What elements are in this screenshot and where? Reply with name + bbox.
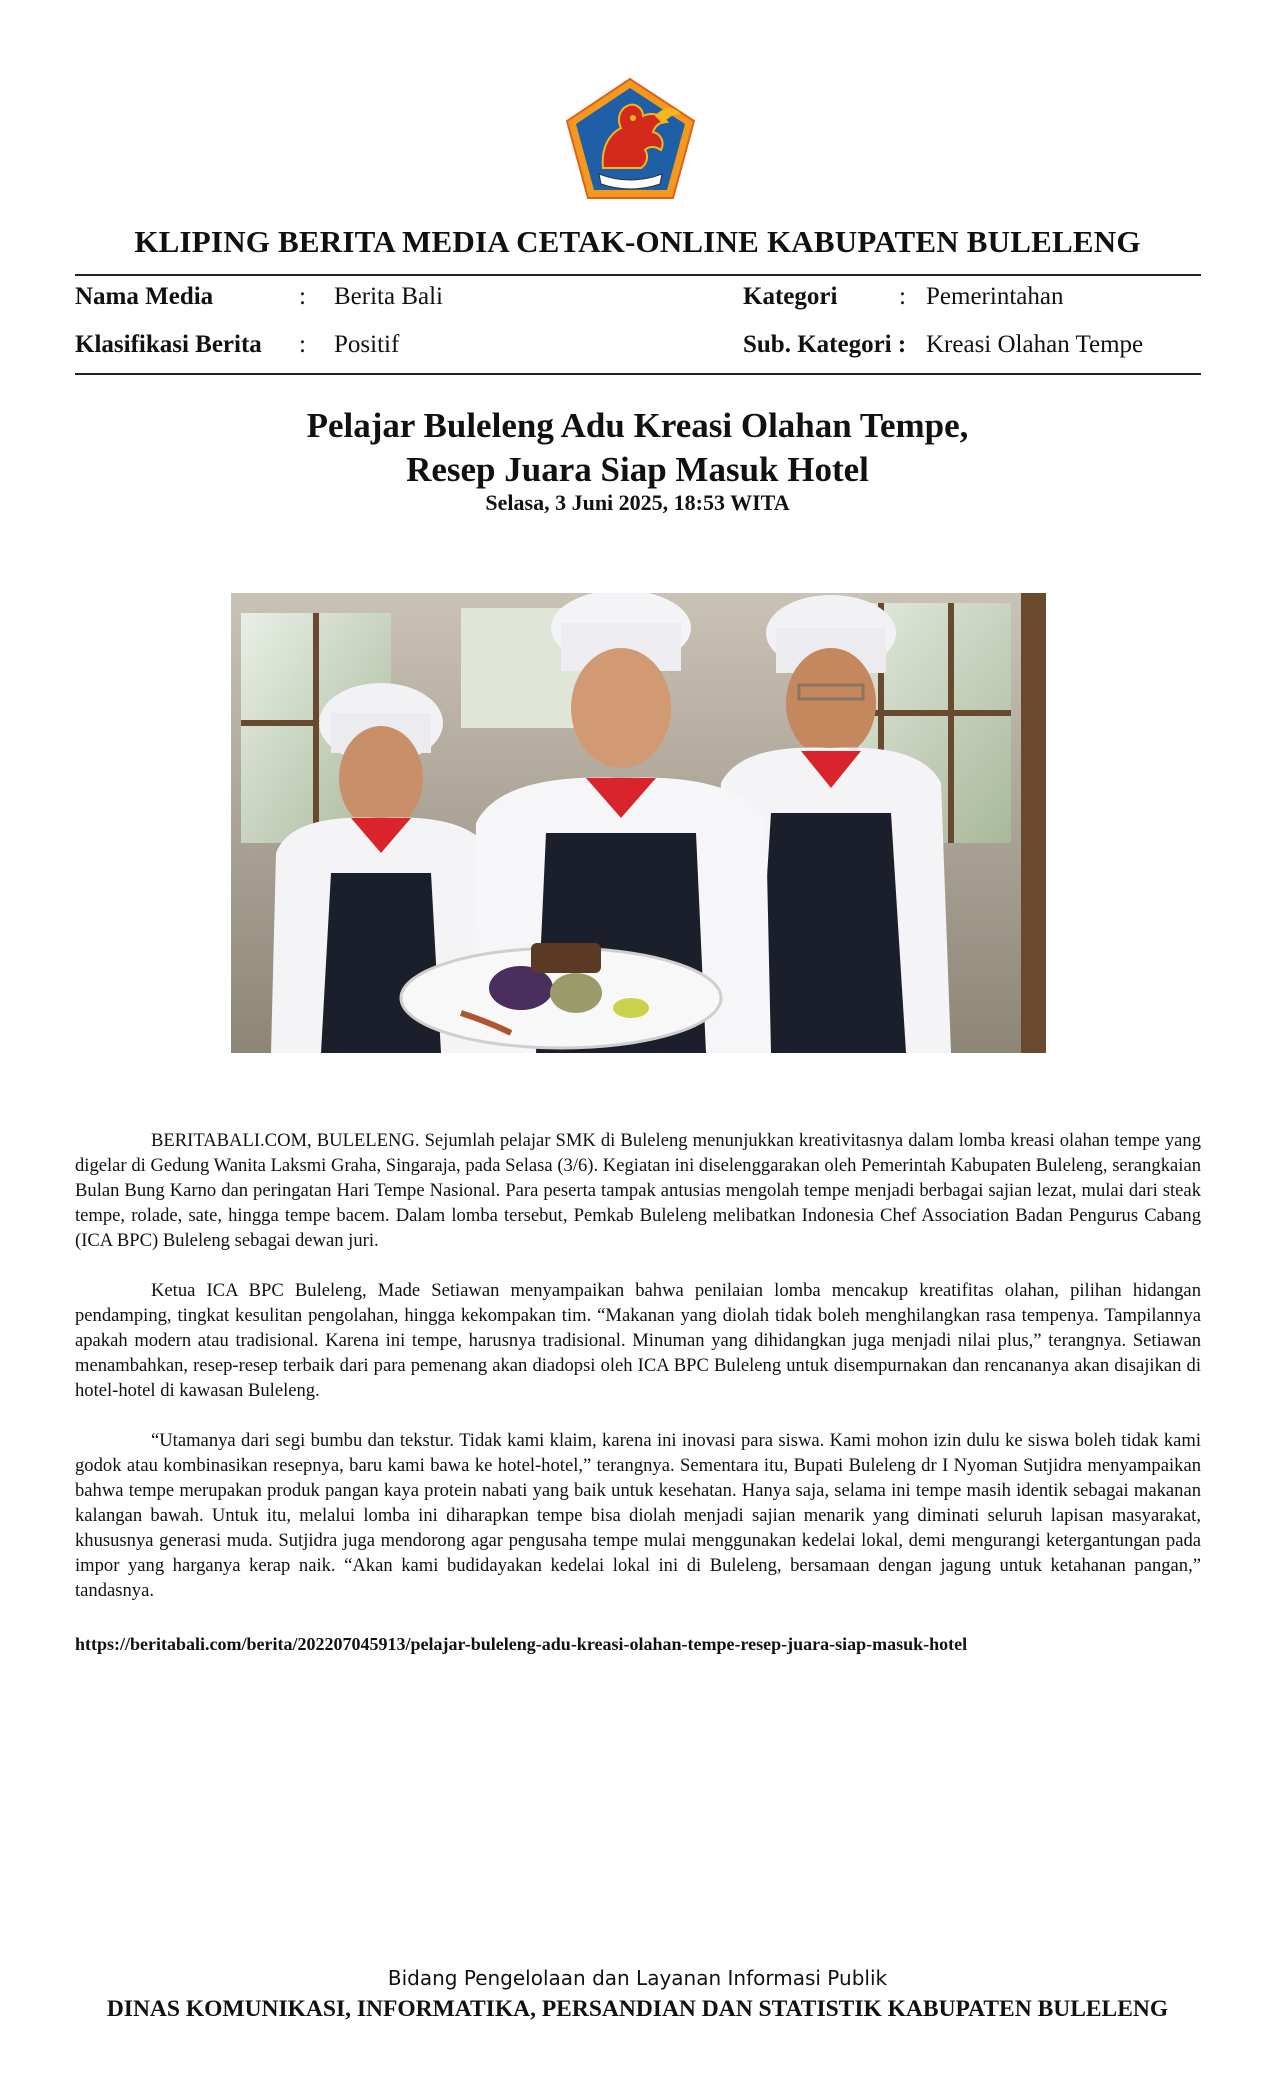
kategori-label: Kategori	[743, 283, 838, 310]
article-body	[75, 1128, 1201, 1628]
buleleng-emblem-logo	[563, 76, 698, 201]
footer-agency: DINAS KOMUNIKASI, INFORMATIKA, PERSANDIAN DAN STATISTIK KABUPATEN BULELENG	[106, 1996, 1169, 2022]
meta-media-row	[75, 283, 675, 313]
article-photo	[231, 593, 1046, 1053]
klasifikasi-label: Klasifikasi Berita	[75, 331, 262, 358]
klasifikasi-colon: :	[299, 331, 306, 358]
subkategori-value: Kreasi Olahan Tempe	[926, 331, 1144, 358]
meta-subkategori-row	[743, 331, 1201, 361]
meta-klasifikasi-row	[75, 331, 675, 361]
headline-line-2: Resep Juara Siap Masuk Hotel	[406, 450, 869, 489]
headline-line-1: Pelajar Buleleng Adu Kreasi Olahan Tempe,	[306, 406, 969, 445]
header-divider-bottom	[75, 373, 1201, 375]
meta-kategori-row	[743, 283, 1201, 313]
kategori-value: Pemerintahan	[926, 283, 1064, 310]
article-headline	[0, 404, 1275, 492]
media-value: Berita Bali	[334, 283, 443, 310]
header-divider-top	[75, 274, 1201, 276]
subkategori-label: Sub. Kategori :	[743, 331, 907, 358]
source-url-link[interactable]: https://beritabali.com/berita/202207045913/pelajar-buleleng-adu-kreasi-olahan-tempe-resep-juara-siap-masuk-hotel	[75, 1634, 968, 1654]
footer-division: Bidang Pengelolaan dan Layanan Informasi Publik	[387, 1966, 888, 1990]
media-label: Nama Media	[75, 283, 214, 310]
clipping-header-title: KLIPING BERITA MEDIA CETAK-ONLINE KABUPATEN BULELENG	[134, 224, 1141, 259]
article-paragraph-2: Ketua ICA BPC Buleleng, Made Setiawan menyampaikan bahwa penilaian lomba mencakup kreatifitas olahan, pilihan hidangan pendamping, tingkat kesulitan pengolahan, hingga kekompakan tim. “Makanan yang diolah tidak boleh menghilangkan rasa tempenya. Tampilannya apakah modern atau tradisional. Karena ini tempe, harusnya tradisional. Minuman yang dihidangkan juga menjadi nilai plus,” terangnya. Setiawan menambahkan, resep-resep terbaik dari para pemenang akan diadopsi oleh ICA BPC Buleleng untuk disempurnakan dan rencananya akan disajikan di hotel-hotel di kawasan Buleleng.	[75, 1280, 1201, 1401]
article-paragraph-3: “Utamanya dari segi bumbu dan tekstur. Tidak kami klaim, karena ini inovasi para siswa. Kami mohon izin dulu ke siswa boleh tidak kami godok atau kombinasikan resepnya, baru kami bawa ke hotel-hotel,” terangnya. Sementara itu, Bupati Buleleng dr I Nyoman Sutjidra menyampaikan bahwa tempe merupakan produk pangan kaya protein nabati yang baik untuk kesehatan. Hanya saja, selama ini tempe masih identik sebagai makanan kalangan bawah. Untuk itu, melalui lomba ini diharapkan tempe bisa diolah menjadi sajian menarik yang diminati seluruh lapisan masyarakat, khususnya generasi muda. Sutjidra juga mendorong agar pengusaha tempe mulai menggunakan kedelai lokal, demi mengurangi ketergantungan pada impor yang harganya kerap naik. “Akan kami budidayakan kedelai lokal ini di Buleleng, bersamaan dengan jagung untuk ketahanan pangan,” tandasnya.	[75, 1430, 1201, 1601]
media-colon: :	[299, 283, 306, 310]
kategori-colon: :	[899, 283, 906, 310]
article-paragraph-1: BERITABALI.COM, BULELENG. Sejumlah pelajar SMK di Buleleng menunjukkan kreativitasnya dalam lomba kreasi olahan tempe yang digelar di Gedung Wanita Laksmi Graha, Singaraja, pada Selasa (3/6). Kegiatan ini diselenggarakan oleh Pemerintah Kabupaten Buleleng, serangkaian Bulan Bung Karno dan peringatan Hari Tempe Nasional. Para peserta tampak antusias mengolah tempe menjadi berbagai sajian lezat, mulai dari steak tempe, rolade, sate, hingga tempe bacem. Dalam lomba tersebut, Pemkab Buleleng melibatkan Indonesia Chef Association Badan Pengurus Cabang (ICA BPC) Buleleng sebagai dewan juri.	[75, 1130, 1201, 1251]
article-dateline: Selasa, 3 Juni 2025, 18:53 WITA	[485, 490, 790, 515]
klasifikasi-value: Positif	[334, 331, 400, 358]
